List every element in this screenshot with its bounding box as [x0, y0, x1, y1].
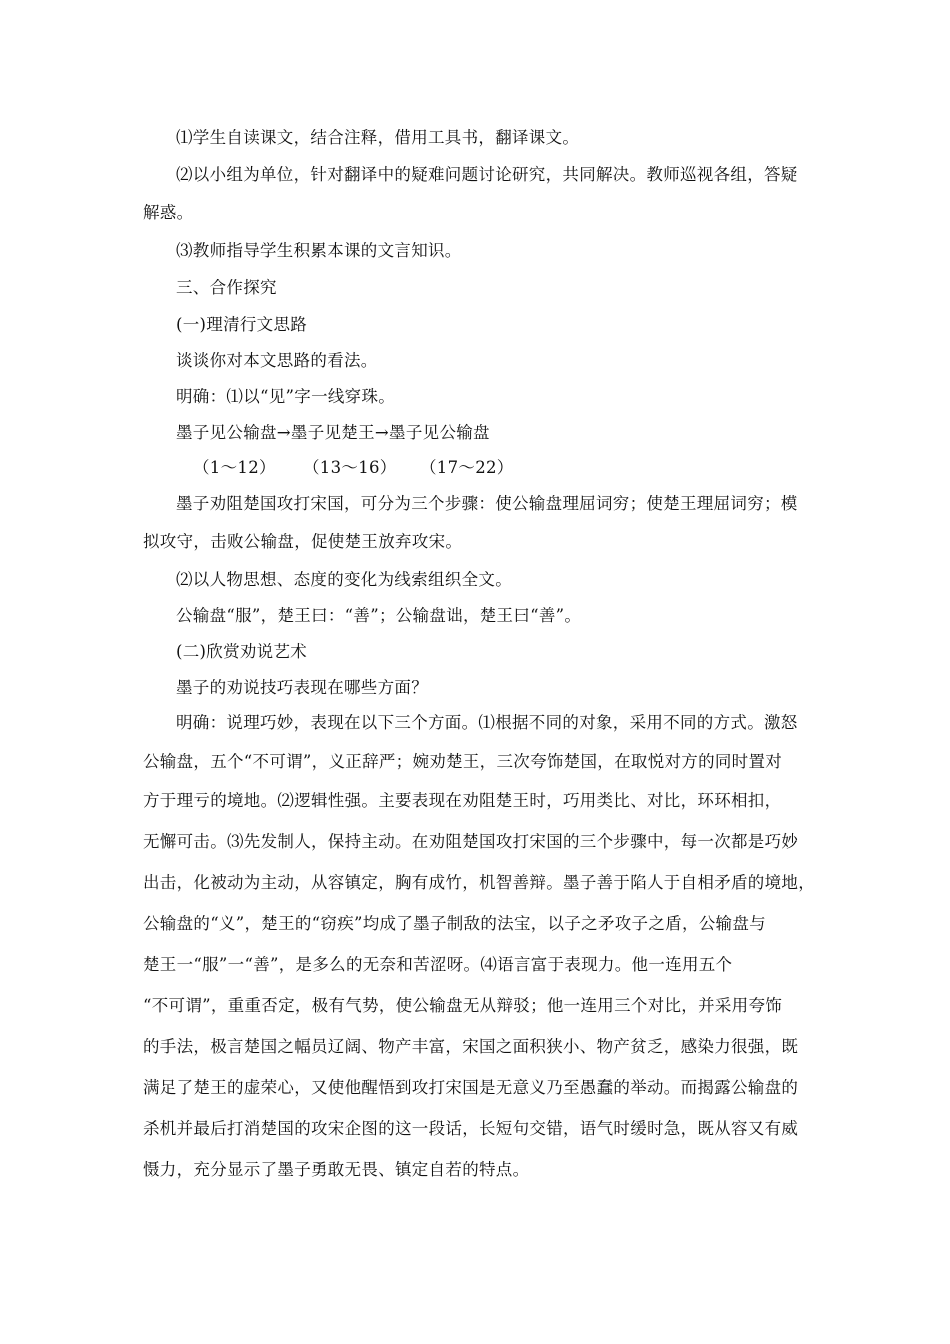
- text-line: 慑力，充分显示了墨子勇敢无畏、镇定自若的特点。: [143, 1160, 530, 1179]
- section-heading: 三、合作探究: [176, 278, 277, 297]
- text-line: 公输盘的“义”，楚王的“窃疾”均成了墨子制敌的法宝，以子之矛攻子之盾，公输盘与: [143, 914, 766, 933]
- text-line: “不可谓”，重重否定，极有气势，使公输盘无从辩驳；他一连用三个对比，并采用夸饰: [143, 996, 783, 1015]
- text-line: 楚王一“服”一“善”，是多么的无奈和苦涩呀。⑷语言富于表现力。他一连用五个: [143, 955, 733, 974]
- text-line: 的手法，极言楚国之幅员辽阔、物产丰富，宋国之面积狭小、物产贫乏，感染力很强，既: [143, 1037, 799, 1056]
- text-line: 明确：说理巧妙，表现在以下三个方面。⑴根据不同的对象，采用不同的方式。激怒: [176, 713, 798, 732]
- paragraph-range: （13～16）: [303, 458, 397, 477]
- text-line: 拟攻守，击败公输盘，促使楚王放弃攻宋。: [143, 532, 463, 551]
- text-line: 公输盘“服”，楚王曰：“善”；公输盘诎，楚王曰“善”。: [176, 606, 582, 625]
- text-line: 杀机并最后打消楚国的攻宋企图的这一段话，长短句交错，语气时缓时急，既从容又有威: [143, 1119, 799, 1138]
- text-line: 谈谈你对本文思路的看法。: [176, 351, 378, 370]
- text-line: ⑶教师指导学生积累本课的文言知识。: [176, 241, 462, 260]
- text-line: 公输盘，五个“不可谓”，义正辞严；婉劝楚王，三次夸饰楚国，在取悦对方的同时置对: [143, 752, 783, 771]
- text-line: 墨子劝阻楚国攻打宋国，可分为三个步骤：使公输盘理屈词穷；使楚王理屈词穷；模: [176, 494, 798, 513]
- subsection-heading: (一)理清行文思路: [176, 315, 308, 334]
- text-line: 明确：⑴以“见”字一线穿珠。: [176, 387, 396, 406]
- text-line: ⑵以人物思想、态度的变化为线索组织全文。: [176, 570, 512, 589]
- text-line: 方于理亏的境地。⑵逻辑性强。主要表现在劝阻楚王时，巧用类比、对比，环环相扣，: [143, 791, 782, 810]
- text-line: 墨子见公输盘→墨子见楚王→墨子见公输盘: [176, 423, 490, 442]
- text-line: ⑴学生自读课文，结合注释，借用工具书，翻译课文。: [176, 128, 580, 147]
- subsection-heading: (二)欣赏劝说艺术: [176, 642, 308, 661]
- text-line: 墨子的劝说技巧表现在哪些方面？: [176, 678, 428, 697]
- text-line: ⑵以小组为单位，针对翻译中的疑难问题讨论研究，共同解决。教师巡视各组，答疑: [176, 165, 798, 184]
- paragraph-ranges: [193, 457, 514, 479]
- text-line: 满足了楚王的虚荣心，又使他醒悟到攻打宋国是无意义乃至愚蠢的举动。而揭露公输盘的: [143, 1078, 799, 1097]
- text-line: 无懈可击。⑶先发制人，保持主动。在劝阻楚国攻打宋国的三个步骤中，每一次都是巧妙: [143, 832, 799, 851]
- text-line: 解惑。: [143, 203, 194, 222]
- paragraph-range: （1～12）: [193, 458, 276, 477]
- text-line: 出击，化被动为主动，从容镇定，胸有成竹，机智善辩。墨子善于陷人于自相矛盾的境地，: [143, 873, 815, 892]
- paragraph-range: （17～22）: [420, 458, 514, 477]
